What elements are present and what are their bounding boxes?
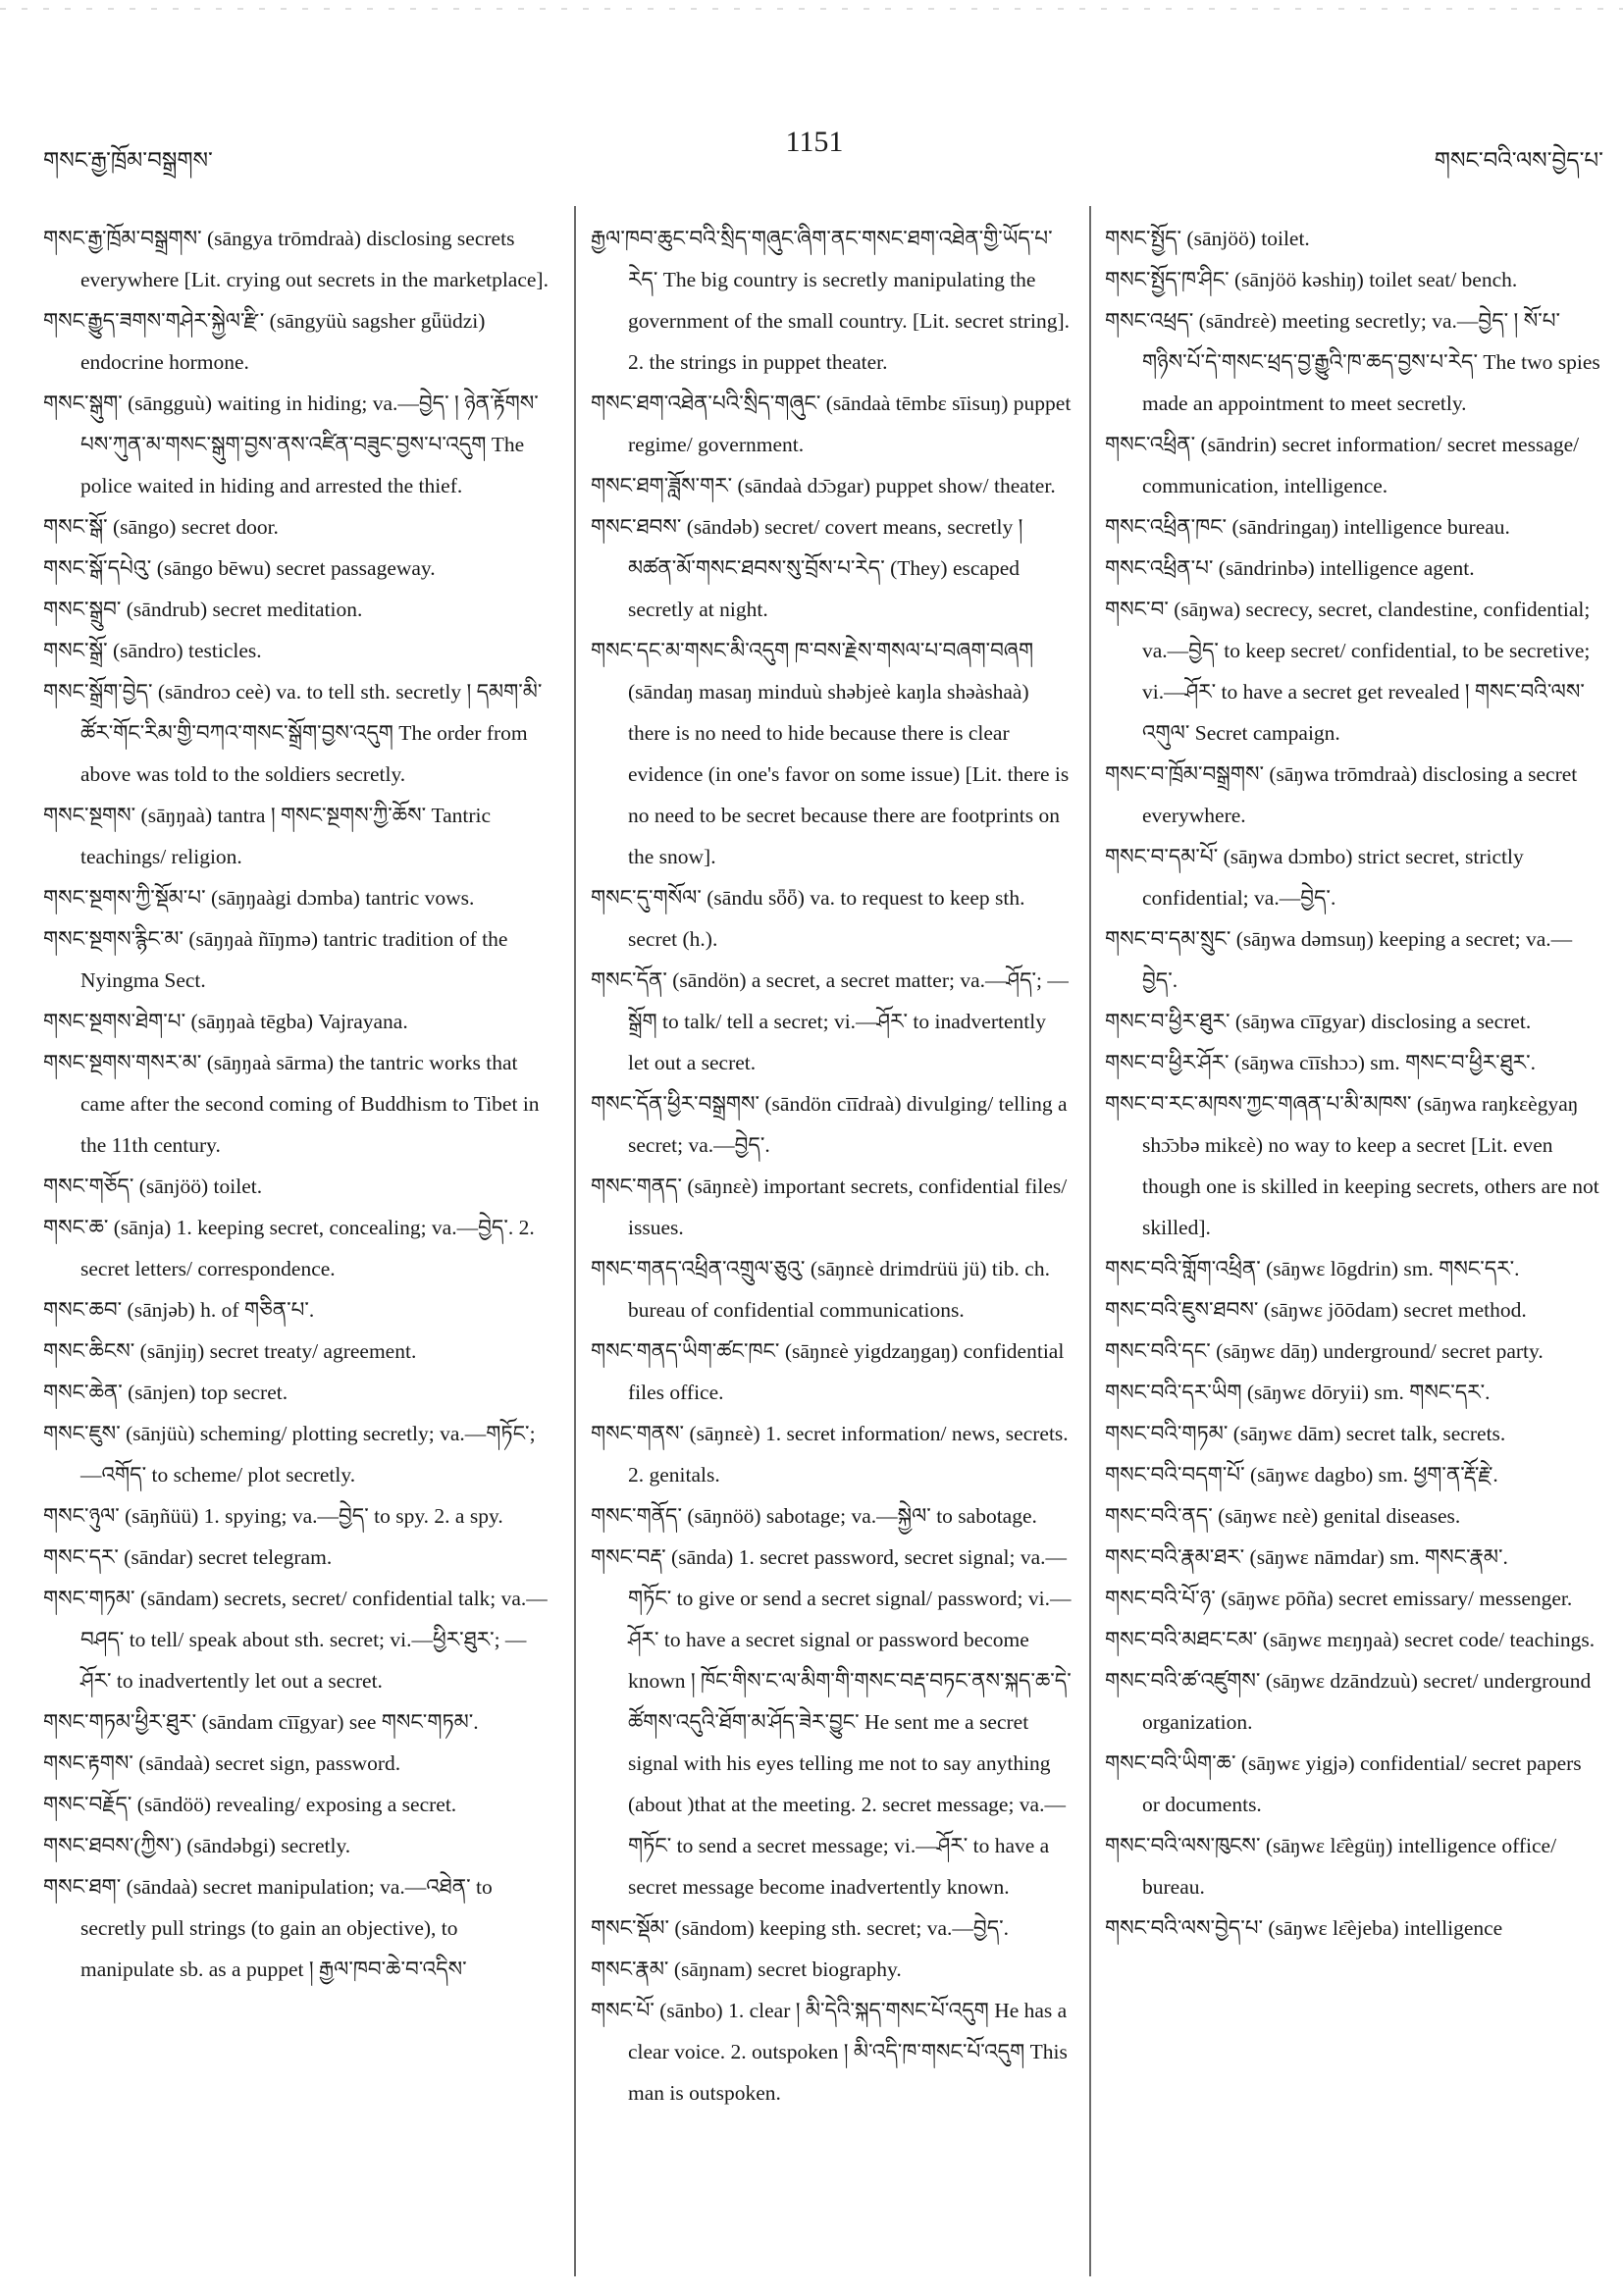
dictionary-entry: གསང་རྒྱ་ཁྲོམ་བསྒྲགས་ (sāngya trōmdraà) disclosing secrets everywhere [Lit. crying out secrets in the marketplace]. <box>43 227 549 291</box>
dictionary-entry: གསང་གནད་འཕྲིན་འགྲུལ་ཅུའུ་ (sāŋnɛè drimdrüü jü) tib. ch. bureau of confidential communications. <box>591 1257 1050 1322</box>
dictionary-entry: གསང་བ་ཕྱིར་ཤོར་ (sāŋwa cīīshɔɔ) sm. གསང་བ་ཕྱིར་ཐུར་. <box>1105 1051 1536 1074</box>
dictionary-entry: གསང་དང་མ་གསང་མི་འདུག ཁ་བས་རྗེས་གསལ་པ་བཞག་བཞག (sāndaŋ masaŋ minduù shəbjeè kaŋla shəàshaà) there is no need to hide because there is clear evidence (in one's favor on some issue) [Lit. there is no need to be secret because there are footprints on the snow]. <box>591 639 1070 868</box>
column-right <box>1105 218 1600 1949</box>
dictionary-entry: གསང་རྟགས་ (sāndaà) secret sign, password. <box>43 1751 401 1775</box>
dictionary-entry: གསང་བའི་པོ་ཉ་ (sāŋwɛ pōña) secret emissary/ messenger. <box>1105 1587 1573 1610</box>
dictionary-entry: གསང་པོ་ (sānbo) 1. clear ། མི་དེའི་སྐད་གསང་པོ་འདུག He has a clear voice. 2. outspoken ། མི་འདི་ཁ་གསང་པོ་འདུག This man is outspoken. <box>591 1999 1068 2105</box>
column-divider <box>1089 206 1091 2276</box>
dictionary-entry: གསང་གནོད་ (sāŋnöö) sabotage; va.—སྐྱེལ་ to sabotage. <box>591 1504 1037 1528</box>
dictionary-entry: གསང་བའི་གཏམ་ (sāŋwɛ dām) secret talk, secrets. <box>1105 1422 1506 1445</box>
dictionary-entry: གསང་སྒོ་དཔེའུ་ (sāngo bēwu) secret passageway. <box>43 556 436 580</box>
dictionary-entry: གསང་བའི་དང་ (sāŋwɛ dāŋ) underground/ secret party. <box>1105 1339 1544 1363</box>
dictionary-entry: གསང་ཐག་འཐེན་པའི་སྲིད་གཞུང་ (sāndaà tēmbɛ sīisuŋ) puppet regime/ government. <box>591 391 1072 456</box>
dictionary-entry: གསང་ཆབ་ (sānjəb) h. of གཅིན་པ་. <box>43 1298 315 1322</box>
dictionary-entry: གསང་གཏམ་ (sāndam) secrets, secret/ confidential talk; va.—བཤད་ to tell/ speak about sth. secret; vi.—ཕྱིར་ཐུར་; —ཤོར་ to inadvertently let out a secret. <box>43 1587 548 1693</box>
dictionary-entry: གསང་ཐག་ (sāndaà) secret manipulation; va.—འཐེན་ to secretly pull strings (to gain an objective), to manipulate sb. as a puppet ། རྒྱལ་ཁབ་ཆེ་བ་འདིས་ <box>43 1875 493 1981</box>
dictionary-entry: གསང་གནས་ (sāŋnɛè) 1. secret information/ news, secrets. 2. genitals. <box>591 1422 1069 1487</box>
dictionary-entry: གསང་བའི་རྣམ་ཐར་ (sāŋwɛ nāmdar) sm. གསང་རྣམ་. <box>1105 1545 1508 1569</box>
dictionary-entry: གསང་དུ་གསོལ་ (sāndu sȫȫ) va. to request to keep sth. secret (h.). <box>591 886 1025 951</box>
dictionary-entry: རྒྱལ་ཁབ་ཆུང་བའི་སྲིད་གཞུང་ཞིག་ནང་གསང་ཐག་འཐེན་གྱི་ཡོད་པ་རེད་ The big country is secretly manipulating the government of the small country. [Lit. secret string]. 2. the strings in puppet theater. <box>591 227 1070 374</box>
dictionary-entry: གསང་བའི་བདག་པོ་ (sāŋwɛ dagbo) sm. ཕྱག་ན་རྡོ་རྗེ་. <box>1105 1463 1498 1487</box>
dictionary-entry: གསང་སྔགས་ཀྱི་སྡོམ་པ་ (sāŋŋaàgi dɔmba) tantric vows. <box>43 886 475 910</box>
dictionary-entry: གསང་བའི་དར་ཡིག (sāŋwɛ dōryii) sm. གསང་དར་. <box>1105 1381 1491 1404</box>
dictionary-entry: གསང་བའི་ཡིག་ཆ་ (sāŋwɛ yigjə) confidential/ secret papers or documents. <box>1105 1751 1582 1816</box>
dictionary-entry: གསང་བ་དམ་པོ་ (sāŋwa dɔmbo) strict secret, strictly confidential; va.—བྱེད་. <box>1105 845 1524 910</box>
dictionary-entry: གསང་བ་དམ་སྲུང་ (sāŋwa dəmsuŋ) keeping a secret; va.—བྱེད་. <box>1105 927 1573 992</box>
dictionary-entry: གསང་འཕྲད་ (sāndrɛè) meeting secretly; va.—བྱེད་ ། སོ་པ་གཉིས་པོ་དེ་གསང་ཕྲད་བྱ་རྒྱུའི་ཁ་ཆད་བྱས་པ་རེད་ The two spies made an appointment to meet secretly. <box>1105 309 1600 415</box>
dictionary-entry: གསང་བའི་ལས་བྱེད་པ་ (sāŋwɛ lɛ̄èjeba) intelligence <box>1105 1916 1503 1940</box>
dictionary-entry: གསང་བའི་མཐང་ངམ་ (sāŋwɛ mɛŋŋaà) secret code/ teachings. <box>1105 1628 1596 1651</box>
dictionary-entry: གསང་དོན་ཕྱིར་བསྒྲགས་ (sāndön cīīdraà) divulging/ telling a secret; va.—བྱེད་. <box>591 1092 1068 1157</box>
dictionary-entry: གསང་དོན་ (sāndön) a secret, a secret matter; va.—ཤོད་; —སྒྲོག to talk/ tell a secret; vi.—ཤོར་ to inadvertently let out a secret. <box>591 968 1069 1074</box>
dictionary-entry: གསང་བ་ (sāŋwa) secrecy, secret, clandestine, confidential; va.—བྱེད་ to keep secret/ confidential, to be secretive; vi.—ཤོར་ to have a secret get revealed ། གསང་བའི་ལས་འགུལ་ Secret campaign. <box>1105 598 1591 745</box>
dictionary-entry: གསང་སྔགས་ཐེག་པ་ (sāŋŋaà tēgba) Vajrayana. <box>43 1010 408 1033</box>
dictionary-entry: གསང་བ་རང་མཁས་ཀྱང་གཞན་པ་མི་མཁས་ (sāŋwa raŋkɛègyaŋ shɔ̄ɔbə mikɛè) no way to keep a secret [Lit. even though one is skilled in keeping secrets, others are not skilled]. <box>1105 1092 1599 1239</box>
dictionary-entry: གསང་རྣམ་ (sāŋnam) secret biography. <box>591 1957 902 1981</box>
dictionary-entry: གསང་ཉུལ་ (sāŋñüü) 1. spying; va.—བྱེད་ to spy. 2. a spy. <box>43 1504 503 1528</box>
dictionary-entry: གསང་བརྗོད་ (sāndöö) revealing/ exposing a secret. <box>43 1793 457 1816</box>
dictionary-entry: གསང་ཐག་ཟློས་གར་ (sāndaà dɔ̄ɔgar) puppet show/ theater. <box>591 474 1056 497</box>
dictionary-entry: གསང་གནད་ཡིག་ཚང་ཁང་ (sāŋnɛè yigdzaŋgaŋ) confidential files office. <box>591 1339 1065 1404</box>
dictionary-entry: གསང་སྒུག་ (sāngguù) waiting in hiding; va.—བྱེད་ ། ཉེན་རྟོགས་པས་ཀུན་མ་གསང་སྒུག་བྱས་ནས་འཛིན་བཟུང་བྱས་པ་འདུག The police waited in hiding and arrested the thief. <box>43 391 539 497</box>
dictionary-entry: གསང་སྒྲུབ་ (sāndrub) secret meditation. <box>43 598 363 621</box>
column-divider <box>574 206 576 2276</box>
dictionary-entry: གསང་སྒྲོག་བྱེད་ (sāndroɔ ceè) va. to tell sth. secretly ། དམག་མི་ཚོར་གོང་རིམ་གྱི་བཀའ་གསང་སྒྲོག་བྱས་འདུག The order from above was told to the soldiers secretly. <box>43 680 543 786</box>
dictionary-entry: གསང་གནད་ (sāŋnɛè) important secrets, confidential files/ issues. <box>591 1174 1068 1239</box>
dictionary-entry: གསང་སྒོ་ (sāngo) secret door. <box>43 515 279 539</box>
dictionary-entry: གསང་ཇུས་ (sānjüù) scheming/ plotting secretly; va.—གཏོང་; —འགོད་ to scheme/ plot secretly. <box>43 1422 536 1487</box>
header-left-guideword: གསང་རྒྱ་ཁྲོམ་བསྒྲགས་ <box>43 148 213 173</box>
column-middle <box>591 218 1072 2113</box>
dictionary-entry: གསང་བ་ཁྲོམ་བསྒྲགས་ (sāŋwa trōmdraà) disclosing a secret everywhere. <box>1105 762 1578 827</box>
dictionary-entry: གསང་སྔགས་རྙིང་མ་ (sāŋŋaà ñīŋmə) tantric tradition of the Nyingma Sect. <box>43 927 508 992</box>
dictionary-entry: གསང་འཕྲིན་ཁང་ (sāndringaŋ) intelligence bureau. <box>1105 515 1510 539</box>
dictionary-entry: གསང་ཐབས་ (sāndəb) secret/ covert means, secretly ། མཚན་མོ་གསང་ཐབས་སུ་བྲོས་པ་རེད་ (They) escaped secretly at night. <box>591 515 1023 621</box>
dictionary-entry: གསང་གཅོད་ (sānjöö) toilet. <box>43 1174 263 1198</box>
dictionary-entry: གསང་ཆིངས་ (sānjiŋ) secret treaty/ agreement. <box>43 1339 417 1363</box>
dictionary-entry: གསང་ཐབས་(ཀྱིས་) (sāndəbgi) secretly. <box>43 1834 351 1857</box>
dictionary-entry: གསང་བའི་ཚ་འཛུགས་ (sāŋwɛ dzāndzuù) secret/ underground organization. <box>1105 1669 1592 1734</box>
dictionary-entry: གསང་འཕྲིན་ (sāndrin) secret information/ secret message/ communication, intelligence. <box>1105 433 1580 497</box>
dictionary-entry: གསང་སྤྱོད་ཁ་ཤིང་ (sānjöö kəshiŋ) toilet seat/ bench. <box>1105 268 1518 291</box>
dictionary-entry: གསང་ཆེན་ (sānjen) top secret. <box>43 1381 288 1404</box>
column-left <box>43 218 553 1990</box>
dictionary-entry: གསང་བའི་ཇུས་ཐབས་ (sāŋwɛ jōōdam) secret method. <box>1105 1298 1527 1322</box>
dictionary-entry: གསང་སྔགས་ (sāŋŋaà) tantra ། གསང་སྔགས་ཀྱི་ཆོས་ Tantric teachings/ religion. <box>43 804 492 868</box>
header-right-guideword: གསང་བའི་ལས་བྱེད་པ་ <box>1434 148 1603 173</box>
dictionary-entry: གསང་སྡོམ་ (sāndom) keeping sth. secret; va.—བྱེད་. <box>591 1916 1010 1940</box>
dictionary-entry: གསང་སྒྲོ་ (sāndro) testicles. <box>43 639 262 662</box>
dictionary-entry: གསང་དར་ (sāndar) secret telegram. <box>43 1545 333 1569</box>
dictionary-entry: གསང་གཏམ་ཕྱིར་ཐུར་ (sāndam cīīgyar) see གསང་གཏམ་. <box>43 1710 479 1734</box>
dictionary-entry: གསང་འཕྲིན་པ་ (sāndrinbə) intelligence agent. <box>1105 556 1475 580</box>
dictionary-entry: གསང་རྒྱུད་ཟགས་གཤེར་སྐྱེལ་རྫི་ (sāngyüù sagsher gǖüdzi) endocrine hormone. <box>43 309 486 374</box>
page-number: 1151 <box>785 126 844 158</box>
dictionary-entry: གསང་ཆ་ (sānja) 1. keeping secret, concealing; va.—བྱེད་. 2. secret letters/ correspondence. <box>43 1216 535 1280</box>
dictionary-entry: གསང་བརྡ་ (sānda) 1. secret password, secret signal; va.—གཏོང་ to give or send a secret signal/ password; vi.—ཤོར་ to have a secret signal or password become known ། ཁོང་གིས་ང་ལ་མིག་གི་གསང་བརྡ་བཏང་ནས་སྐད་ཆ་དེ་ཚོགས་འདུའི་ཐོག་མ་ཤོད་ཟེར་བྱུང་ He sent me a secret signal with his eyes telling me not to say anything (about )that at the meeting. 2. secret message; va.—གཏོང་ to send a secret message; vi.—ཤོར་ to have a secret message become inadvertently known. <box>591 1545 1072 1899</box>
dictionary-entry: གསང་སྤྱོད་ (sānjöö) toilet. <box>1105 227 1310 250</box>
scan-edge-noise <box>0 8 1623 10</box>
dictionary-entry: གསང་བ་ཕྱིར་ཐུར་ (sāŋwa cīīgyar) disclosing a secret. <box>1105 1010 1532 1033</box>
dictionary-entry: གསང་བའི་གློག་འཕྲིན་ (sāŋwɛ lōgdrin) sm. གསང་དར་. <box>1105 1257 1520 1280</box>
dictionary-entry: གསང་བའི་ནད་ (sāŋwɛ nɛè) genital diseases. <box>1105 1504 1461 1528</box>
dictionary-entry: གསང་བའི་ལས་ཁུངས་ (sāŋwɛ lɛ̄ègüŋ) intelligence office/ bureau. <box>1105 1834 1557 1899</box>
dictionary-entry: གསང་སྔགས་གསར་མ་ (sāŋŋaà sārma) the tantric works that came after the second coming of Buddhism to Tibet in the 11th century. <box>43 1051 540 1157</box>
